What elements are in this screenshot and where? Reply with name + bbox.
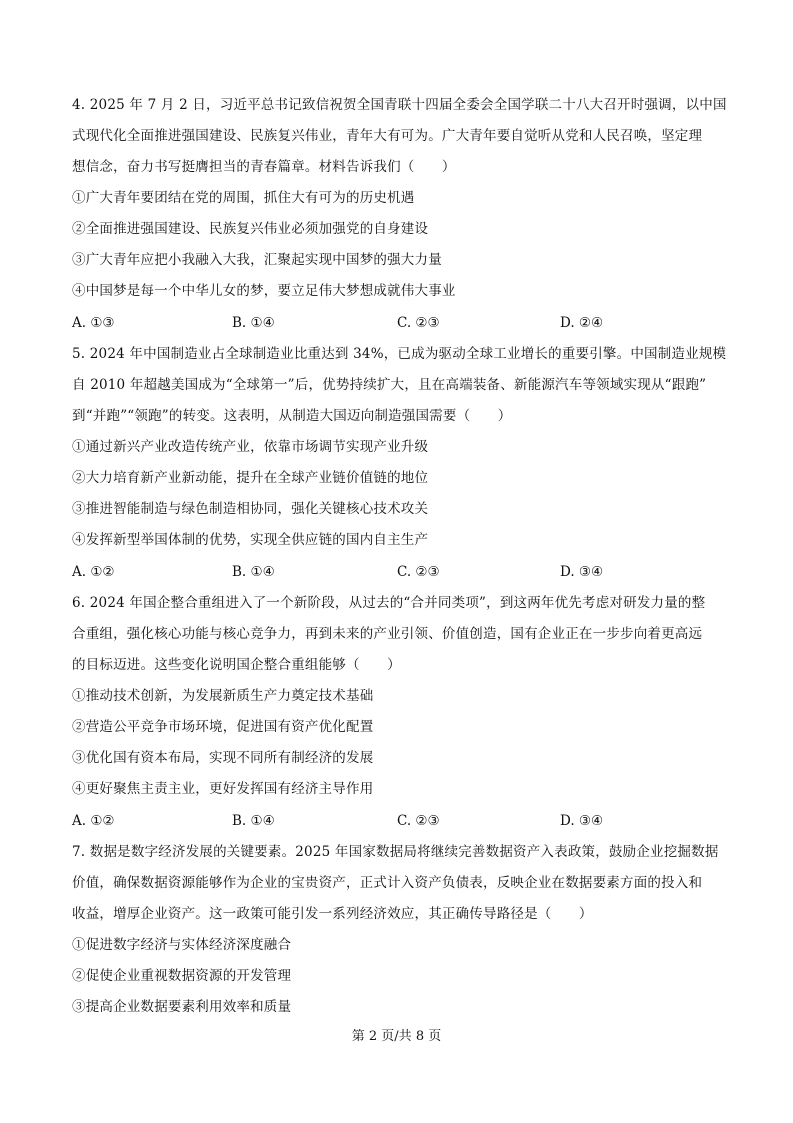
q6-statement-1: ①推动技术创新，为发展新质生产力奠定技术基础 <box>72 688 374 704</box>
q5-statement-2: ②大力培育新产业新动能，提升在全球产业链价值链的地位 <box>72 470 429 486</box>
q7-stem-line-3: 收益，增厚企业资产。这一政策可能引发一系列经济效应，其正确传导路径是（ ） <box>72 906 593 922</box>
q5-stem-line-2: 自 2010 年超越美国成为“全球第一”后，优势持续扩大，且在高端装备、新能源汽车等领域实现从“跟跑” <box>72 377 707 393</box>
q6-option-b[interactable]: B. ①④ <box>232 813 275 829</box>
q7-stem-line-2: 价值，确保数据资源能够作为企业的宝贵资产，正式计入资产负债表，反映企业在数据要素方面的投入和 <box>72 875 703 891</box>
q6-options <box>72 812 732 830</box>
q6-stem-line-3: 的目标迈进。这些变化说明国企整合重组能够（ ） <box>72 657 401 673</box>
q4-stem-line-3: 想信念，奋力书写挺膺担当的青春篇章。材料告诉我们（ ） <box>72 159 456 175</box>
q6-stem-line-2: 合重组，强化核心功能与核心竞争力，再到未来的产业引领、价值创造，国有企业正在一步步向着更高远 <box>72 626 703 642</box>
q4-option-d[interactable]: D. ②④ <box>560 315 604 331</box>
q4-option-b[interactable]: B. ①④ <box>232 315 275 331</box>
q4-statement-2: ②全面推进强国建设、民族复兴伟业必须加强党的自身建设 <box>72 221 429 237</box>
q7-statement-3: ③提高企业数据要素利用效率和质量 <box>72 999 292 1015</box>
q5-statement-4: ④发挥新型举国体制的优势，实现全供应链的国内自主生产 <box>72 532 429 548</box>
q6-statement-3: ③优化国有资本布局，实现不同所有制经济的发展 <box>72 750 374 766</box>
q5-stem-line-1: 5. 2024 年中国制造业占全球制造业比重达到 34%，已成为驱动全球工业增长的重要引擎。中国制造业规模 <box>72 346 727 362</box>
page-footer: 第 2 页/共 8 页 <box>351 1029 442 1044</box>
q5-option-b[interactable]: B. ①④ <box>232 564 275 580</box>
q5-option-d[interactable]: D. ③④ <box>560 564 604 580</box>
q4-statement-3: ③广大青年应把小我融入大我，汇聚起实现中国梦的强大力量 <box>72 252 442 268</box>
q4-statement-1: ①广大青年要团结在党的周围，抓住大有可为的历史机遇 <box>72 190 415 206</box>
q6-statement-4: ④更好聚焦主责主业，更好发挥国有经济主导作用 <box>72 781 374 797</box>
q6-statement-2: ②营造公平竞争市场环境，促进国有资产优化配置 <box>72 719 374 735</box>
q6-stem-line-1: 6. 2024 年国企整合重组进入了一个新阶段，从过去的“合并同类项”，到这两年优先考虑对研发力量的整 <box>72 595 706 611</box>
q7-statement-2: ②促使企业重视数据资源的开发管理 <box>72 968 292 984</box>
q5-statement-1: ①通过新兴产业改造传统产业，依靠市场调节实现产业升级 <box>72 439 429 455</box>
q7-stem-line-1: 7. 数据是数字经济发展的关键要素。2025 年国家数据局将继续完善数据资产入表政策，鼓励企业挖掘数据 <box>72 844 719 860</box>
q5-statement-3: ③推进智能制造与绿色制造相协同，强化关键核心技术攻关 <box>72 501 429 517</box>
q4-option-c[interactable]: C. ②③ <box>397 315 440 331</box>
q5-option-a[interactable]: A. ①② <box>72 564 115 580</box>
q6-option-c[interactable]: C. ②③ <box>397 813 440 829</box>
q4-stem-line-2: 式现代化全面推进强国建设、民族复兴伟业，青年大有可为。广大青年要自觉听从党和人民召唤，坚定理 <box>72 128 703 144</box>
q6-option-a[interactable]: A. ①② <box>72 813 115 829</box>
q4-stem-line-1: 4. 2025 年 7 月 2 日，习近平总书记致信祝贺全国青联十四届全委会全国学联二十八大召开时强调，以中国 <box>72 97 727 113</box>
q7-statement-1: ①促进数字经济与实体经济深度融合 <box>72 937 292 953</box>
q5-stem-line-3: 到“并跑”“领跑”的转变。这表明，从制造大国迈向制造强国需要（ ） <box>72 408 512 424</box>
q4-option-a[interactable]: A. ①③ <box>72 315 115 331</box>
q5-options <box>72 563 732 581</box>
q5-option-c[interactable]: C. ②③ <box>397 564 440 580</box>
q6-option-d[interactable]: D. ③④ <box>560 813 604 829</box>
q4-statement-4: ④中国梦是每一个中华儿女的梦，要立足伟大梦想成就伟大事业 <box>72 283 456 299</box>
q4-options <box>72 314 732 332</box>
